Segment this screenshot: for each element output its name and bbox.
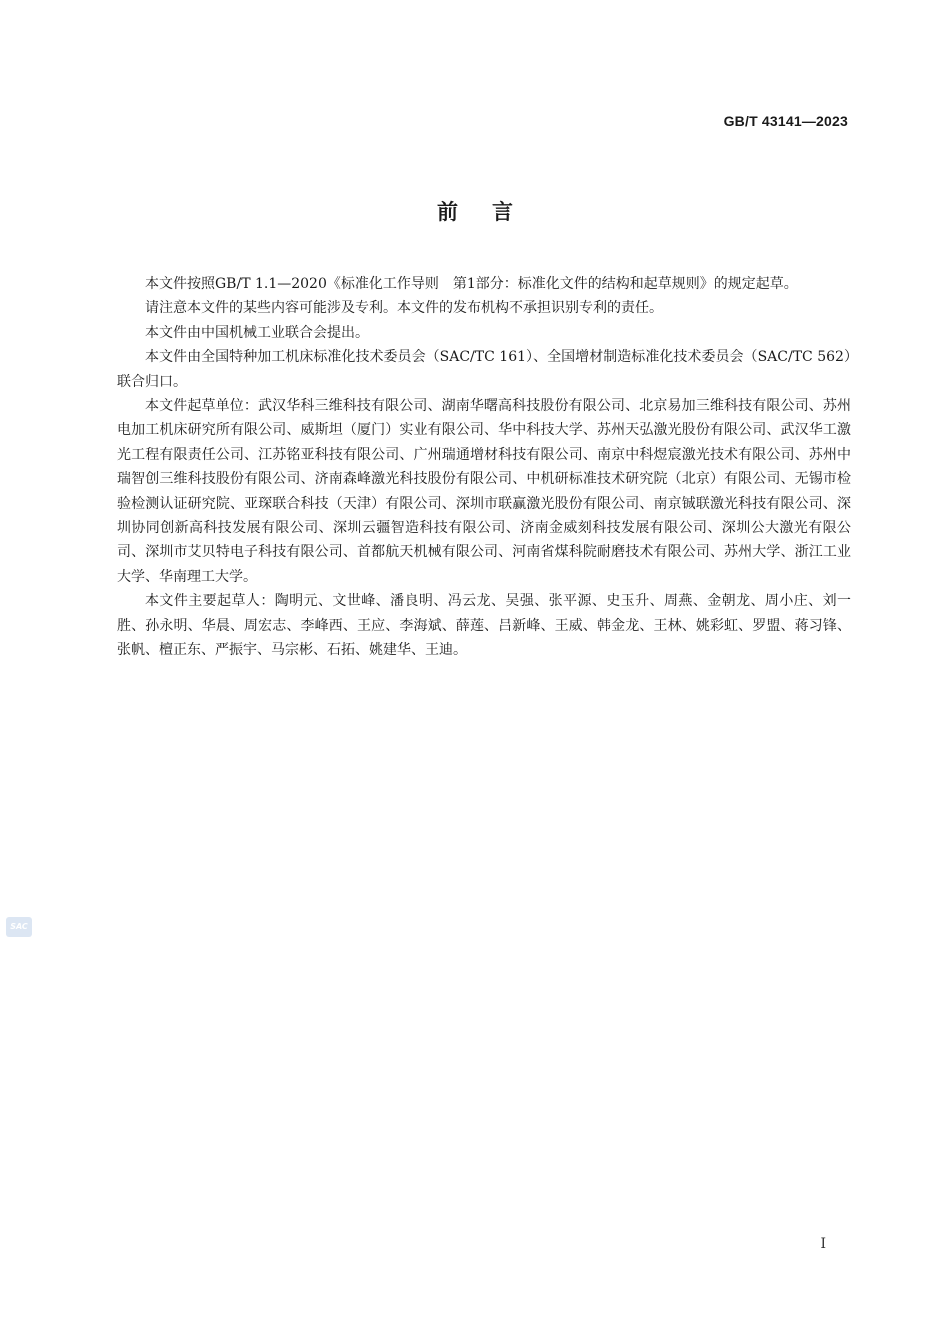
page-title: 前言 — [437, 200, 547, 224]
paragraph-proposer: 本文件由中国机械工业联合会提出。 — [145, 324, 369, 341]
standard-number: GB/T 43141—2023 — [723, 113, 848, 129]
sac-watermark-logo — [6, 917, 32, 937]
document-body — [117, 272, 851, 663]
paragraph-committee: 本文件由全国特种加工机床标准化技术委员会（SAC/TC 161）、全国增材制造标准化技术委员会（SAC/TC 562）联合归口。 — [117, 349, 851, 390]
page-number: I — [820, 1236, 826, 1252]
paragraph-drafters: 本文件主要起草人：陶明元、文世峰、潘良明、冯云龙、吴强、张平源、史玉升、周燕、金朝龙、周小庄、刘一胜、孙永明、华晨、周宏志、李峰西、王应、李海斌、薛莲、吕新峰、王威、韩金龙、王林、姚彩虹、罗盟、蒋习锋、张帆、檀正东、严振宇、马宗彬、石拓、姚建华、王迪。 — [117, 593, 851, 659]
paragraph-patent-notice: 请注意本文件的某些内容可能涉及专利。本文件的发布机构不承担识别专利的责任。 — [145, 300, 663, 317]
sac-logo-text: SAC — [10, 922, 28, 931]
paragraph-drafting-rules: 本文件按照GB/T 1.1—2020《标准化工作导则 第1部分：标准化文件的结构和起草规则》的规定起草。 — [145, 276, 798, 292]
paragraph-drafting-units: 本文件起草单位：武汉华科三维科技有限公司、湖南华曙高科技股份有限公司、北京易加三维科技有限公司、苏州电加工机床研究所有限公司、威斯坦（厦门）实业有限公司、华中科技大学、苏州天弘激光股份有限公司、武汉华工激光工程有限责任公司、江苏铭亚科技有限公司、广州瑞通增材科技有限公司、南京中科煜宸激光技术有限公司、苏州中瑞智创三维科技股份有限公司、济南森峰激光科技股份有限公司、中机研标准技术研究院（北京）有限公司、无锡市检验检测认证研究院、亚琛联合科技（天津）有限公司、深圳市联赢激光股份有限公司、南京铖联激光科技有限公司、深圳协同创新高科技发展有限公司、深圳云疆智造科技有限公司、济南金威刻科技发展有限公司、深圳公大激光有限公司、深圳市艾贝特电子科技有限公司、首都航天机械有限公司、河南省煤科院耐磨技术有限公司、苏州大学、浙江工业大学、华南理工大学。 — [117, 398, 851, 585]
